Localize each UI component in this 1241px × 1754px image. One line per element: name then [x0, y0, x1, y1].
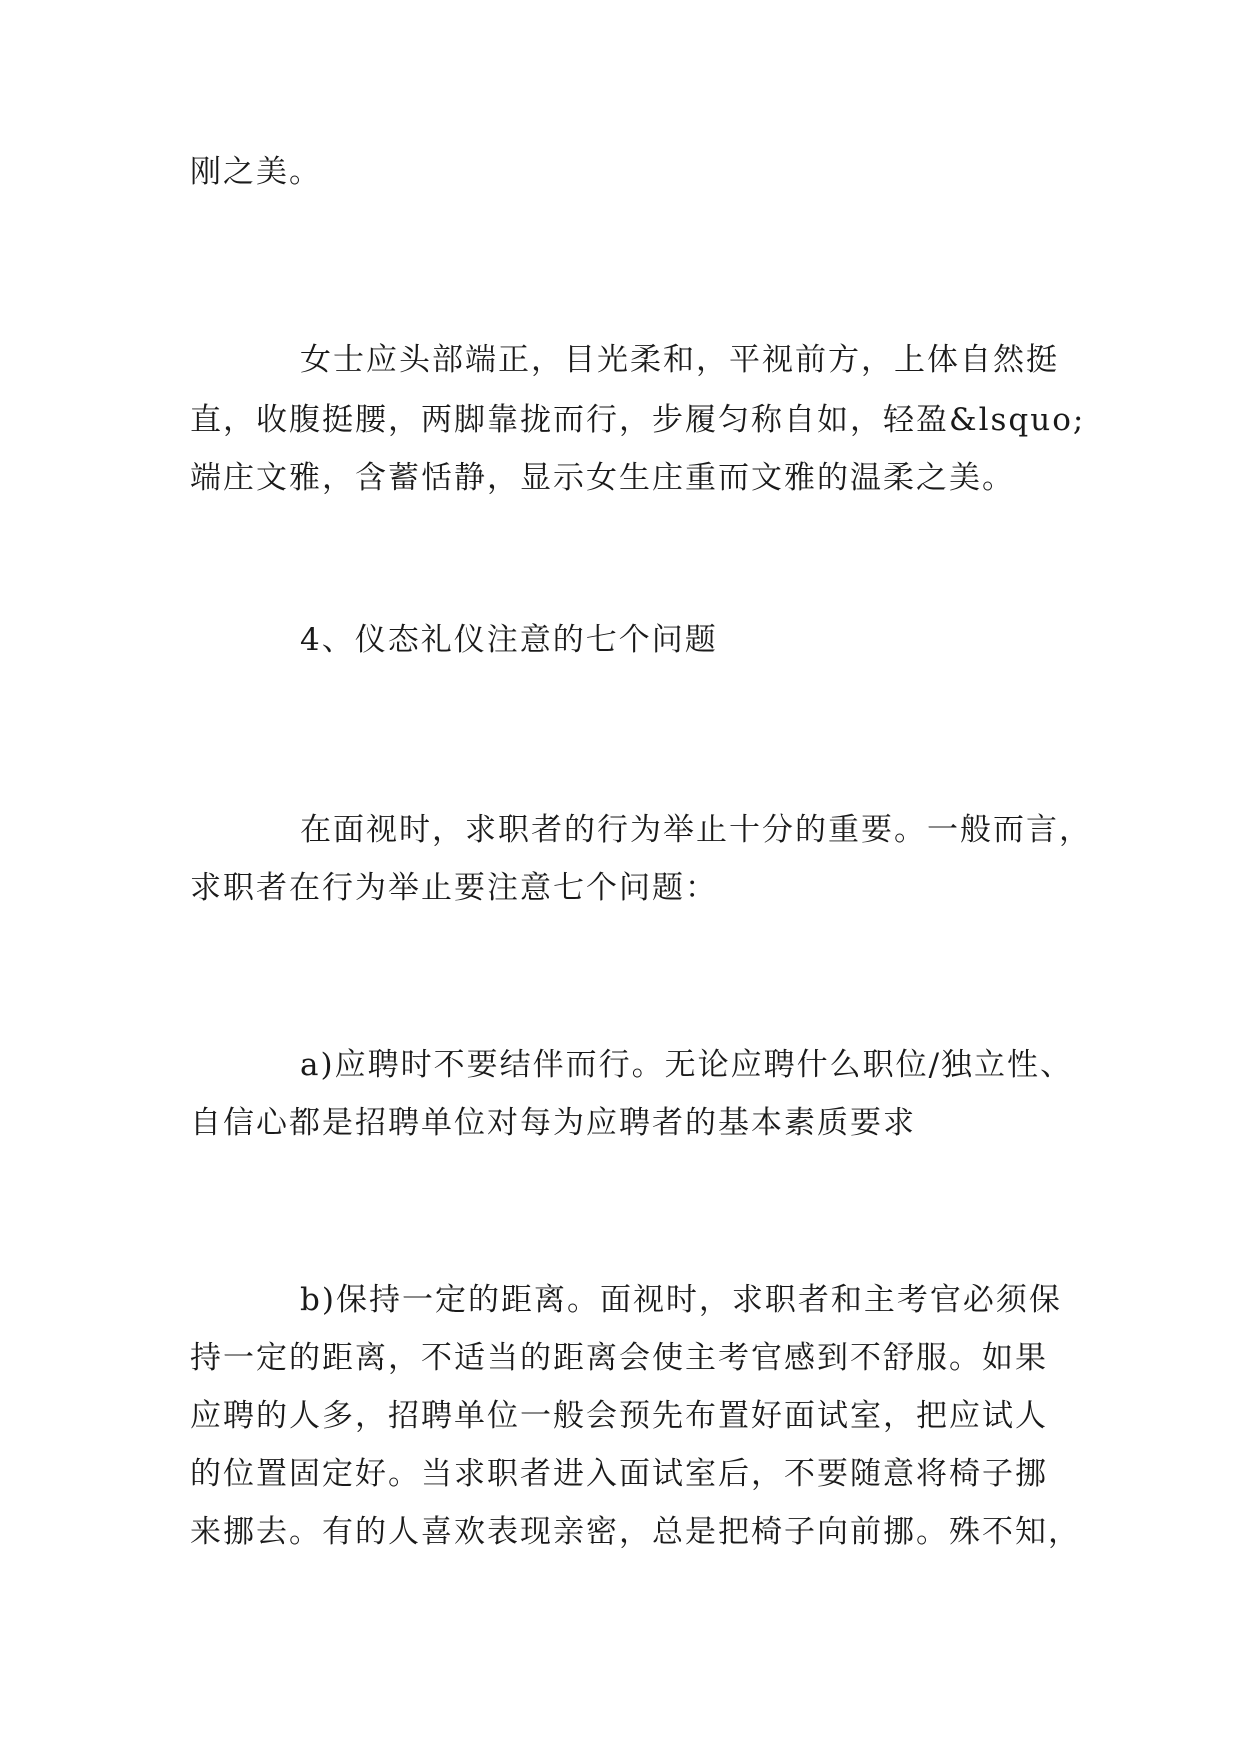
paragraph-2-line-3: 端庄文雅，含蓄恬静，显示女生庄重而文雅的温柔之美。 — [190, 460, 1015, 496]
item-b-line-4: 的位置固定好。当求职者进入面试室后，不要随意将椅子挪 — [190, 1456, 1048, 1492]
item-b-line-3: 应聘的人多，招聘单位一般会预先布置好面试室，把应试人 — [190, 1398, 1048, 1434]
item-b-line-2: 持一定的距离，不适当的距离会使主考官感到不舒服。如果 — [190, 1340, 1048, 1376]
paragraph-2-line-2: 直，收腹挺腰，两脚靠拢而行，步履匀称自如，轻盈&lsquo; — [190, 402, 1086, 438]
paragraph-4-line-2: 求职者在行为举止要注意七个问题： — [190, 870, 718, 906]
item-a-line-1: a)应聘时不要结伴而行。无论应聘什么职位/独立性、 — [300, 1047, 1074, 1083]
item-a-line-2: 自信心都是招聘单位对每为应聘者的基本素质要求 — [190, 1105, 916, 1141]
item-b-line-1: b)保持一定的距离。面视时，求职者和主考官必须保 — [300, 1282, 1062, 1318]
paragraph-2-line-1: 女士应头部端正，目光柔和，平视前方，上体自然挺 — [300, 342, 1059, 378]
item-b-line-5: 来挪去。有的人喜欢表现亲密，总是把椅子向前挪。殊不知， — [190, 1514, 1081, 1550]
paragraph-1-line-1: 刚之美。 — [190, 154, 322, 190]
paragraph-4-line-1: 在面视时，求职者的行为举止十分的重要。一般而言， — [300, 812, 1092, 848]
section-heading-4: 4、仪态礼仪注意的七个问题 — [300, 622, 718, 658]
